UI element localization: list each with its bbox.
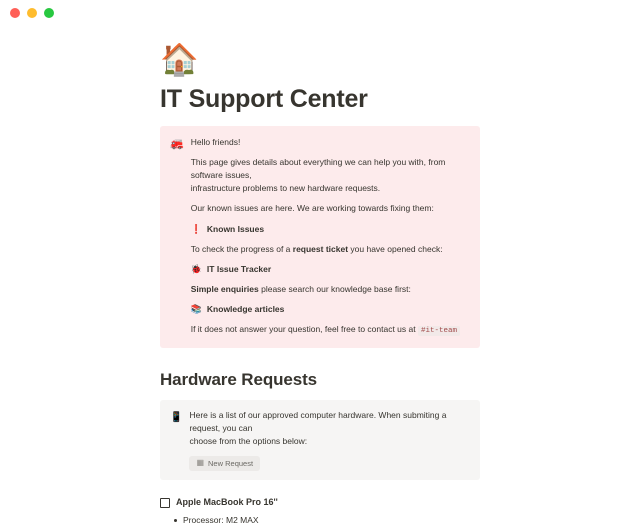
page-scroll-area[interactable] bbox=[0, 26, 640, 526]
plus-icon: ▦ bbox=[196, 458, 205, 468]
window-titlebar bbox=[0, 0, 640, 26]
simple-enquiries-line bbox=[191, 283, 468, 296]
mobile-phone-icon: 📱 bbox=[170, 412, 183, 424]
minimize-window-button[interactable] bbox=[27, 8, 37, 18]
hardware-callout-line-2: choose from the options below: bbox=[189, 436, 308, 447]
ticket-progress-line bbox=[191, 243, 468, 256]
hardware-requests-heading: Hardware Requests bbox=[160, 370, 318, 390]
hardware-callout bbox=[160, 400, 480, 480]
ticket-line-prefix: To check the progress of a bbox=[190, 243, 293, 254]
known-issues-link[interactable]: Known Issues bbox=[206, 223, 265, 234]
bug-icon: 🐞 bbox=[190, 263, 202, 274]
contact-prefix: If it does not answer your question, feel free to contact us at bbox=[190, 324, 418, 335]
simple-enquiries-bold: Simple enquiries bbox=[190, 284, 259, 295]
ticket-line-bold: request ticket bbox=[292, 243, 349, 254]
issue-tracker-row[interactable] bbox=[191, 263, 468, 276]
ticket-line-suffix: you have opened check: bbox=[348, 243, 443, 254]
hardware-callout-line-1: Here is a list of our approved computer hardware. When submiting a request, you can bbox=[189, 410, 447, 434]
books-icon: 📚 bbox=[190, 304, 202, 315]
new-request-button[interactable] bbox=[189, 456, 260, 471]
hardware-item-list bbox=[160, 496, 480, 527]
hardware-callout-body bbox=[189, 409, 470, 471]
zoom-window-button[interactable] bbox=[44, 8, 54, 18]
exclamation-icon: ❗ bbox=[190, 223, 202, 234]
callout-intro-line-2: infrastructure problems to new hardware requests. bbox=[190, 183, 381, 194]
page-content bbox=[160, 26, 480, 527]
known-issues-row[interactable] bbox=[191, 223, 468, 236]
callout-intro-line-1: This page gives details about everything we can help you with, from software issues, bbox=[190, 156, 446, 181]
callout-known-issues-intro: Our known issues are here. We are working towards fixing them: bbox=[190, 203, 434, 214]
hardware-item-label: Apple MacBook Pro 16'' bbox=[176, 496, 278, 507]
close-window-button[interactable] bbox=[10, 8, 20, 18]
issue-tracker-link[interactable]: IT Issue Tracker bbox=[206, 263, 272, 274]
it-team-mention[interactable]: #it-team bbox=[418, 326, 460, 336]
hardware-item-spec-text: Processor: M2 MAX bbox=[183, 515, 259, 526]
simple-enquiries-rest: please search our knowledge base first: bbox=[258, 284, 411, 295]
info-callout-body bbox=[191, 136, 468, 338]
fire-truck-icon: 🚒 bbox=[170, 137, 184, 150]
list-item[interactable] bbox=[160, 496, 480, 509]
house-icon: 🏠 bbox=[160, 42, 199, 77]
contact-line bbox=[191, 323, 468, 338]
page-title: IT Support Center bbox=[160, 85, 368, 113]
bullet-icon bbox=[174, 519, 177, 522]
hardware-item-spec bbox=[160, 514, 480, 527]
knowledge-articles-row[interactable] bbox=[191, 303, 468, 316]
knowledge-articles-link[interactable]: Knowledge articles bbox=[206, 304, 285, 315]
callout-greeting: Hello friends! bbox=[190, 136, 241, 147]
hardware-item-checkbox[interactable] bbox=[160, 498, 170, 508]
info-callout bbox=[160, 126, 480, 348]
new-request-button-label: New Request bbox=[208, 458, 254, 468]
